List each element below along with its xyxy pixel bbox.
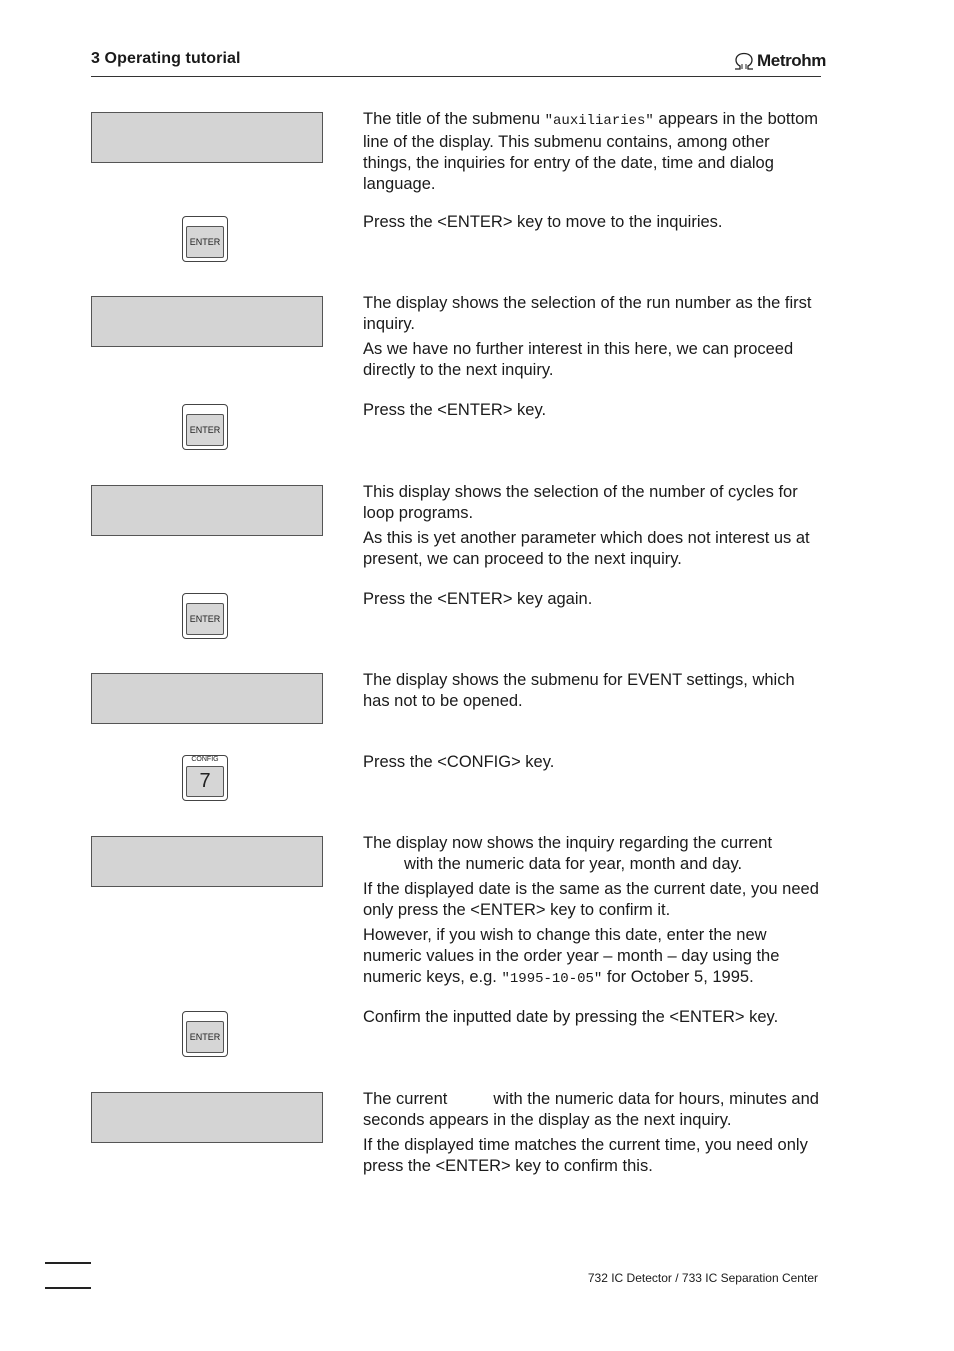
paragraph: This display shows the selection of the number of cycles for loop programs.	[363, 483, 798, 522]
enter-key-3[interactable]	[182, 593, 228, 639]
lcd-display-date	[91, 836, 323, 887]
code-text: "auxiliaries"	[544, 113, 654, 129]
text: The display now shows the inquiry regarding the current	[363, 834, 773, 852]
lcd-display-auxiliaries	[91, 112, 323, 163]
paragraph	[363, 833, 821, 875]
text: with the numeric data for year, month and day.	[404, 855, 743, 873]
step-description	[363, 482, 821, 574]
enter-key-4[interactable]	[182, 1011, 228, 1057]
paragraph	[363, 109, 821, 195]
lcd-display-run-number	[91, 296, 323, 347]
step-description	[363, 670, 821, 716]
step-description	[363, 833, 821, 994]
metrohm-logo	[733, 50, 826, 72]
footer-rule-bottom	[45, 1287, 91, 1289]
code-text: "1995-10-05"	[501, 971, 603, 987]
key-label: 7	[186, 766, 224, 797]
footer-text: 732 IC Detector / 733 IC Separation Center	[587, 1271, 818, 1285]
lcd-display-cycles	[91, 485, 323, 536]
paragraph	[363, 925, 821, 990]
enter-key-1[interactable]	[182, 216, 228, 262]
step-description	[363, 293, 821, 385]
paragraph: Confirm the inputted date by pressing the <ENTER> key.	[363, 1008, 779, 1026]
omega-logo-icon	[733, 52, 755, 70]
lcd-display-time	[91, 1092, 323, 1143]
key-top-label: CONFIG	[191, 756, 219, 763]
paragraph: Press the <ENTER> key.	[363, 401, 547, 419]
key-label: ENTER	[186, 226, 224, 258]
step-description	[363, 109, 821, 199]
paragraph: The display shows the selection of the run number as the first inquiry.	[363, 294, 812, 333]
lcd-display-event	[91, 673, 323, 724]
instruction-text	[363, 212, 821, 237]
paragraph: If the displayed date is the same as the current date, you need only press the <ENTER> key to confirm it.	[363, 880, 819, 919]
paragraph: Press the <ENTER> key to move to the inquiries.	[363, 213, 723, 231]
footer-rule-top	[45, 1262, 91, 1264]
config-key[interactable]	[182, 755, 228, 801]
enter-key-2[interactable]	[182, 404, 228, 450]
key-label: ENTER	[186, 1021, 224, 1053]
paragraph: If the displayed time matches the current time, you need only press the <ENTER> key to confirm this.	[363, 1136, 808, 1175]
text: The current	[363, 1090, 448, 1108]
step-description	[363, 1089, 821, 1181]
instruction-text	[363, 752, 821, 777]
text: However, if you wish to change this date, enter the new numeric values in the order year – month – day using the numeric keys, e.g.	[363, 926, 780, 986]
header-divider	[91, 76, 821, 77]
text: with the numeric data for hours, minutes and seconds appears in the display as the next inquiry.	[363, 1090, 819, 1129]
instruction-text	[363, 400, 821, 425]
instruction-text	[363, 1007, 821, 1032]
paragraph: As this is yet another parameter which does not interest us at present, we can proceed to the next inquiry.	[363, 529, 810, 568]
key-label: ENTER	[186, 414, 224, 446]
logo-text: Metrohm	[757, 51, 826, 70]
paragraph: As we have no further interest in this here, we can proceed directly to the next inquiry.	[363, 340, 794, 379]
paragraph: Press the <ENTER> key again.	[363, 590, 593, 608]
instruction-text	[363, 589, 821, 614]
key-label: ENTER	[186, 603, 224, 635]
paragraph	[363, 1089, 821, 1131]
text: The title of the submenu	[363, 110, 545, 128]
paragraph: The display shows the submenu for EVENT settings, which has not to be opened.	[363, 671, 795, 710]
text: appears in the bottom line of the display. This submenu contains, among other things, the inquiries for entry of the date, time and dialog language.	[363, 110, 819, 193]
paragraph: Press the <CONFIG> key.	[363, 753, 555, 771]
text: for October 5, 1995.	[602, 968, 754, 986]
section-title: 3 Operating tutorial	[91, 50, 241, 67]
